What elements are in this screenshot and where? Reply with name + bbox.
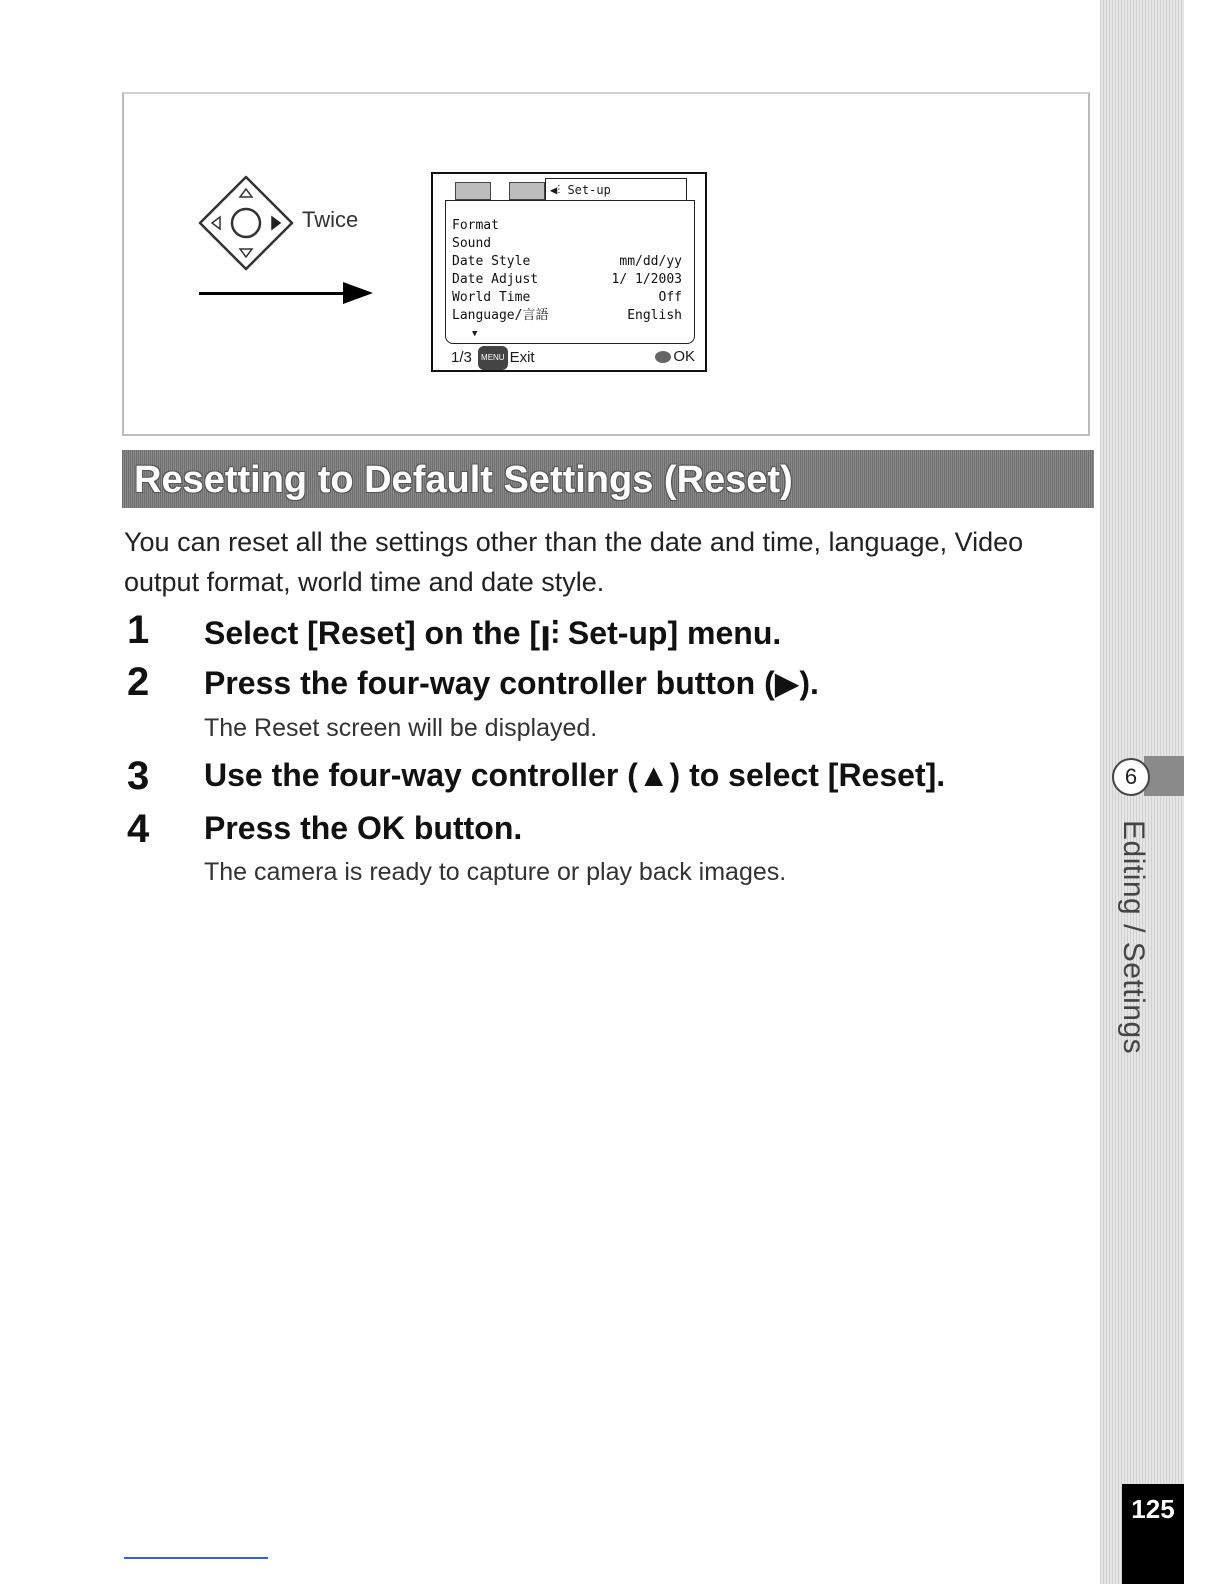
menu-row-label: Format — [452, 218, 499, 233]
menu-row — [452, 217, 690, 235]
page-indicator: 1/3 — [451, 348, 472, 366]
four-way-controller-icon — [196, 173, 296, 273]
setup-tab — [545, 178, 687, 200]
step-instruction: Select [Reset] on the [ꞁ⫶ Set-up] menu. — [204, 615, 782, 651]
step-number: 2 — [127, 660, 150, 704]
menu-row-value: 1/ 1/2003 — [611, 272, 682, 287]
playback-tab-icon — [509, 182, 545, 200]
ok-label: OK — [673, 348, 695, 365]
chapter-number: 6 — [1112, 758, 1150, 796]
arrow-right-icon — [199, 292, 345, 295]
menu-row — [452, 307, 690, 325]
menu-button-icon: MENU — [478, 346, 508, 370]
step-number: 4 — [127, 807, 150, 851]
step-number: 1 — [127, 608, 150, 652]
lcd-footer-left — [451, 346, 535, 370]
lcd-footer — [451, 346, 695, 368]
menu-row — [452, 235, 690, 253]
menu-row — [452, 271, 690, 289]
menu-row-label: Date Adjust — [452, 272, 539, 287]
menu-row-value: Off — [658, 290, 682, 305]
setup-menu-panel — [445, 200, 695, 344]
camera-lcd-screen — [431, 172, 707, 372]
step-instruction: Use the four-way controller (▲) to select [Reset]. — [204, 757, 946, 793]
menu-row — [452, 289, 690, 307]
menu-row-label: World Time — [452, 290, 531, 305]
step-note: The Reset screen will be displayed. — [204, 714, 598, 742]
page-number: 125 — [1122, 1484, 1184, 1584]
setup-tab-title: Set-up — [567, 183, 611, 197]
lcd-footer-right — [655, 346, 695, 368]
wrench-icon: ◀⫶ — [550, 183, 568, 197]
menu-row-label: Language/言語 — [452, 308, 549, 323]
step-instruction: Press the four-way controller button (▶). — [204, 665, 819, 701]
arrow-head-icon — [343, 282, 373, 304]
chapter-title: Editing / Settings — [1117, 820, 1150, 1055]
chapter-marker-block — [1144, 756, 1184, 796]
menu-row-label: Date Style — [452, 254, 531, 269]
step-note: The camera is ready to capture or play back images. — [204, 858, 787, 886]
scroll-down-icon: ▼ — [472, 329, 478, 339]
section-title: Resetting to Default Settings (Reset) — [134, 459, 793, 501]
intro-paragraph: You can reset all the settings other than the date and time, language, Video output format, world time and date style. — [124, 527, 1024, 597]
twice-label: Twice — [302, 207, 359, 232]
step-number: 3 — [127, 754, 150, 798]
menu-row-value: mm/dd/yy — [619, 254, 682, 269]
step-instruction: Press the OK button. — [204, 810, 523, 846]
footnote-rule — [124, 1557, 268, 1559]
menu-row-label: Sound — [452, 236, 492, 251]
ok-button-icon — [655, 351, 671, 363]
exit-label: Exit — [509, 348, 535, 366]
camera-tab-icon — [455, 182, 491, 200]
menu-row — [452, 253, 690, 271]
menu-row-value: English — [627, 308, 682, 323]
